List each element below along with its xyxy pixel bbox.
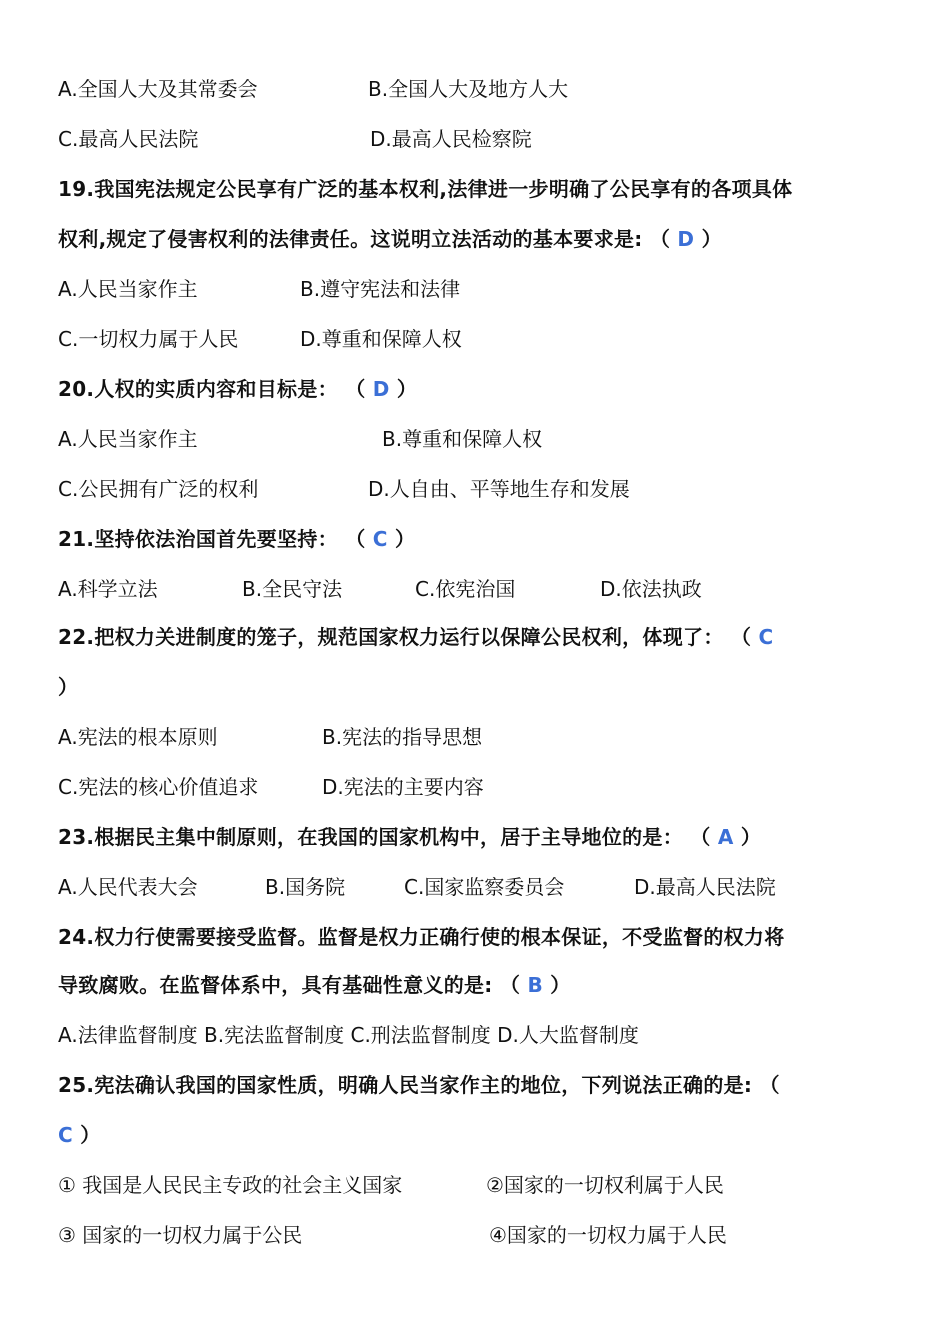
- answer-19: D: [677, 227, 695, 251]
- option-c: C.最高人民法院: [58, 127, 199, 151]
- question-24-line2: 导致腐败。在监督体系中，具有基础性意义的是: （ B ）: [58, 973, 571, 997]
- q22-option-a: A.宪法的根本原则: [58, 725, 218, 749]
- option-b: B.全国人大及地方人大: [368, 77, 569, 101]
- q23-option-c: C.国家监察委员会: [404, 875, 565, 899]
- q25-option-4: ④国家的一切权力属于人民: [489, 1223, 727, 1247]
- q20-option-c: C.公民拥有广泛的权利: [58, 477, 259, 501]
- answer-23: A: [717, 825, 734, 849]
- q20-option-a: A.人民当家作主: [58, 427, 198, 451]
- q20-option-d: D.人自由、平等地生存和发展: [368, 477, 630, 501]
- option-a: A.全国人大及其常委会: [58, 77, 258, 101]
- q24-options: A.法律监督制度 B.宪法监督制度 C.刑法监督制度 D.人大监督制度: [58, 1023, 639, 1047]
- q25-option-1: ① 我国是人民民主专政的社会主义国家: [58, 1173, 403, 1197]
- q22-option-b: B.宪法的指导思想: [322, 725, 483, 749]
- q23-option-b: B.国务院: [265, 875, 346, 899]
- q19-option-c: C.一切权力属于人民: [58, 327, 239, 351]
- option-d: D.最高人民检察院: [370, 127, 532, 151]
- question-22-line2: ）: [58, 675, 79, 699]
- q21-option-d: D.依法执政: [600, 577, 702, 601]
- question-23: 23.根据民主集中制原则，在我国的国家机构中，居于主导地位的是： （ A ）: [58, 825, 762, 849]
- q19-option-a: A.人民当家作主: [58, 277, 198, 301]
- q21-option-c: C.依宪治国: [415, 577, 516, 601]
- q20-option-b: B.尊重和保障人权: [382, 427, 543, 451]
- question-19-line1: 19.我国宪法规定公民享有广泛的基本权利,法律进一步明确了公民享有的各项具体: [58, 177, 793, 201]
- answer-21: C: [372, 527, 388, 551]
- question-24-line1: 24.权力行使需要接受监督。监督是权力正确行使的根本保证，不受监督的权力将: [58, 925, 785, 949]
- question-25-line1: 25.宪法确认我国的国家性质，明确人民当家作主的地位，下列说法正确的是: （: [58, 1073, 780, 1097]
- q22-option-d: D.宪法的主要内容: [322, 775, 484, 799]
- q19-option-d: D.尊重和保障人权: [300, 327, 462, 351]
- answer-24: B: [527, 973, 543, 997]
- question-25-line2: C ）: [58, 1123, 101, 1147]
- question-22-line1: 22.把权力关进制度的笼子，规范国家权力运行以保障公民权利，体现了： （ C: [58, 625, 774, 649]
- q25-option-3: ③ 国家的一切权力属于公民: [58, 1223, 303, 1247]
- q25-option-2: ②国家的一切权利属于人民: [486, 1173, 724, 1197]
- q22-option-c: C.宪法的核心价值追求: [58, 775, 259, 799]
- answer-20: D: [372, 377, 390, 401]
- q19-option-b: B.遵守宪法和法律: [300, 277, 461, 301]
- q21-option-b: B.全民守法: [242, 577, 343, 601]
- q23-option-d: D.最高人民法院: [634, 875, 776, 899]
- question-21: 21.坚持依法治国首先要坚持： （ C ）: [58, 527, 416, 551]
- question-20: 20.人权的实质内容和目标是： （ D ）: [58, 377, 418, 401]
- q23-option-a: A.人民代表大会: [58, 875, 198, 899]
- answer-22: C: [758, 625, 774, 649]
- q21-option-a: A.科学立法: [58, 577, 158, 601]
- answer-25: C: [58, 1123, 73, 1147]
- question-19-line2: 权利,规定了侵害权利的法律责任。这说明立法活动的基本要求是: （ D ）: [58, 227, 722, 251]
